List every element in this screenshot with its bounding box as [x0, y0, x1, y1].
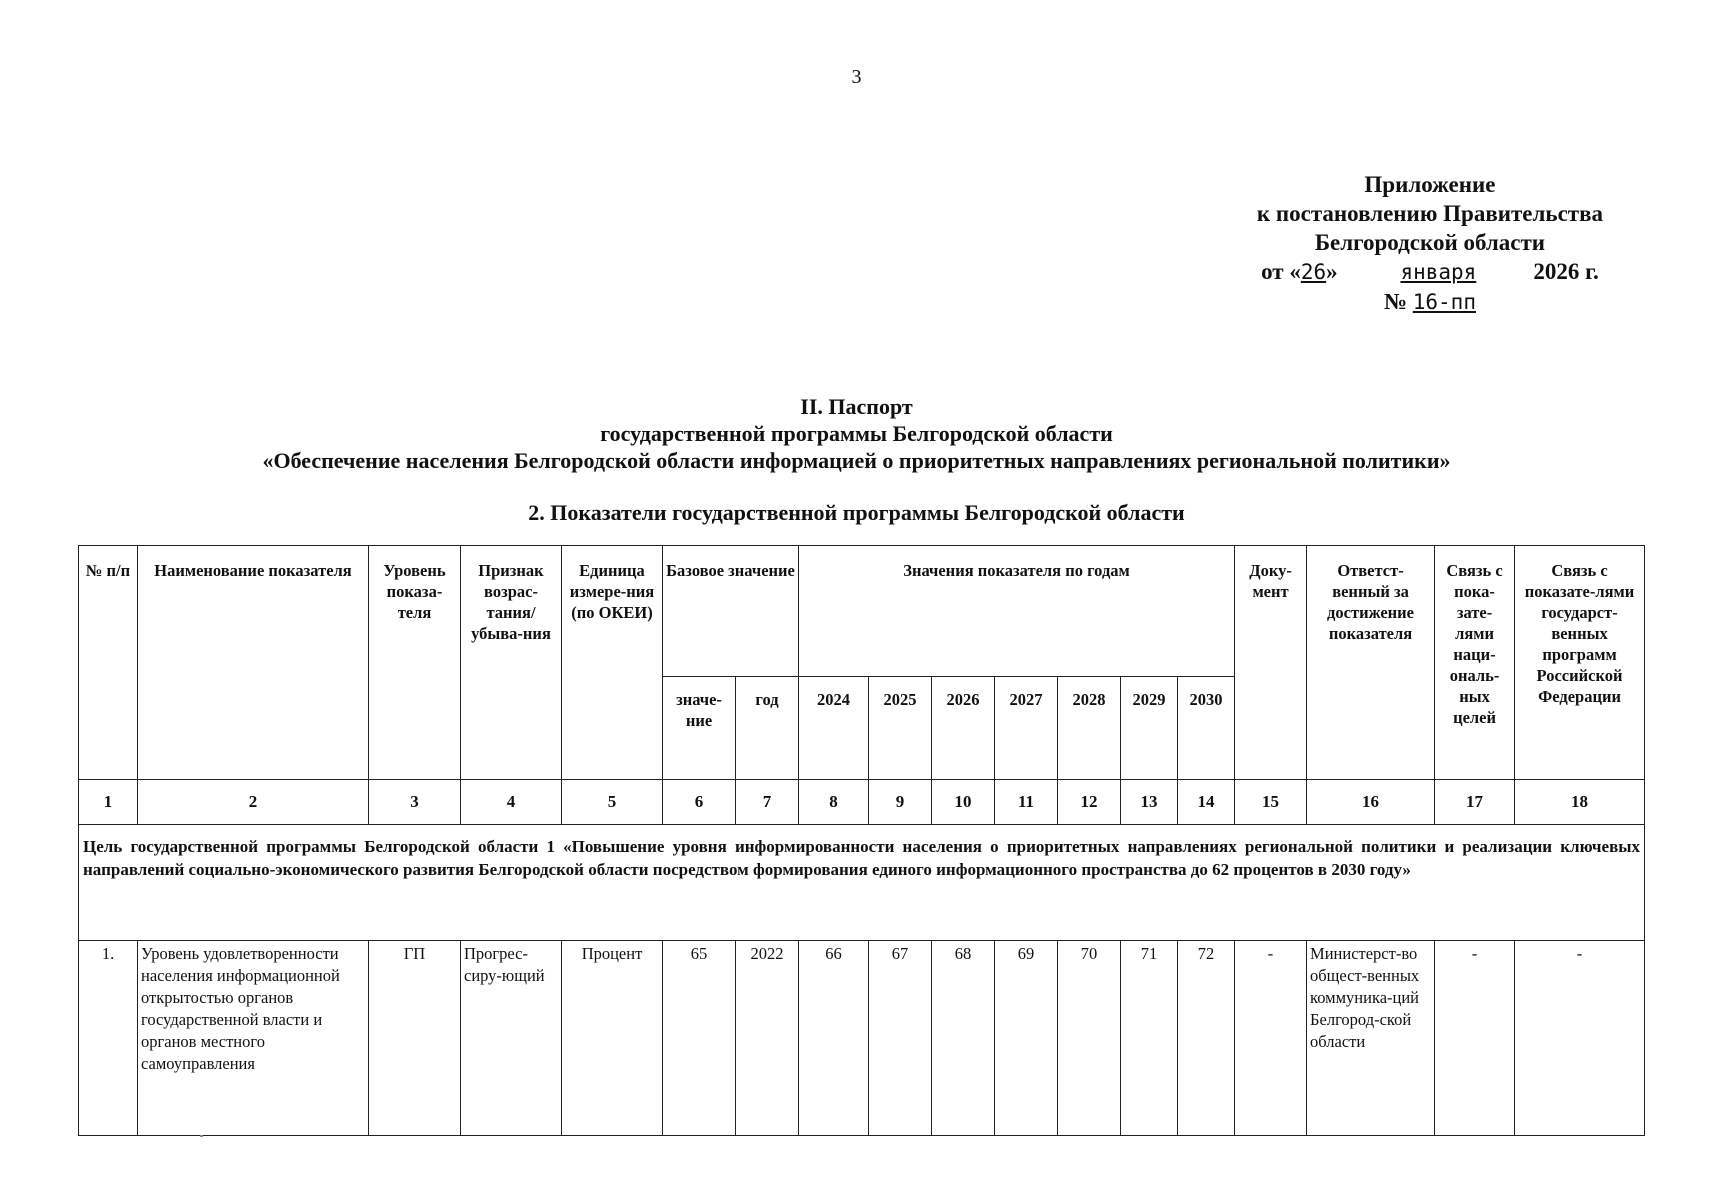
passport-header [0, 393, 1713, 474]
appendix-date [1257, 257, 1603, 287]
header-name: Наименование показателя [138, 546, 369, 780]
date-year: 2026 г. [1533, 259, 1599, 284]
header-year-2030: 2030 [1178, 677, 1235, 780]
header-year-2024: 2024 [799, 677, 869, 780]
column-number: 1 [79, 780, 138, 825]
number-value: 16-пп [1412, 290, 1476, 314]
row-value-2024: 66 [799, 941, 869, 1136]
passport-title: II. Паспорт [800, 394, 913, 419]
header-base: Базовое значение [663, 546, 799, 677]
date-month: января [1400, 260, 1477, 284]
row-document: - [1235, 941, 1307, 1136]
date-day: 26 [1300, 260, 1327, 284]
header-year-2028: 2028 [1058, 677, 1121, 780]
column-number-row [79, 780, 1645, 825]
header-year-2027: 2027 [995, 677, 1058, 780]
goal-text: Цель государственной программы Белгородской области 1 «Повышение уровня информированности населения о приоритетных направлениях региональной политики и реализации ключевых направлений социально-экономического развития Белгородской области посредством формирования единого информационного пространства до 62 процентов в 2030 году» [79, 825, 1645, 941]
row-num: 1. [79, 941, 138, 1136]
column-number: 8 [799, 780, 869, 825]
appendix-region: Белгородской области [1314, 230, 1546, 255]
row-value-2028: 70 [1058, 941, 1121, 1136]
date-mid: » [1326, 259, 1338, 284]
header-level: Уровень показа-теля [369, 546, 461, 780]
row-unit: Процент [562, 941, 663, 1136]
page-number: 3 [851, 66, 862, 88]
row-sign: Прогрес-сиру-ющий [461, 941, 562, 1136]
row-level: ГП [369, 941, 461, 1136]
indicators-table [78, 545, 1645, 1136]
header-year-2025: 2025 [869, 677, 932, 780]
appendix-number [1257, 287, 1603, 317]
header-unit: Единица измере-ния (по ОКЕИ) [562, 546, 663, 780]
row-federal: - [1515, 941, 1645, 1136]
appendix-block [1257, 170, 1603, 317]
header-base-year: год [736, 677, 799, 780]
column-number: 11 [995, 780, 1058, 825]
column-number: 2 [138, 780, 369, 825]
scan-speck [200, 1135, 203, 1137]
row-name: Уровень удовлетворенности населения информационной открытостью органов государственной власти и органов местного самоуправления [138, 941, 369, 1136]
column-number: 13 [1121, 780, 1178, 825]
passport-subtitle: государственной программы Белгородской области [600, 421, 1113, 446]
appendix-title: Приложение [1364, 172, 1496, 197]
header-national: Связь с пока-зате-лями наци-ональ-ных целей [1435, 546, 1515, 780]
row-value-2027: 69 [995, 941, 1058, 1136]
section-title: 2. Показатели государственной программы Белгородской области [528, 500, 1185, 525]
row-base-value: 65 [663, 941, 736, 1136]
header-responsible: Ответст-венный за достижение показателя [1307, 546, 1435, 780]
column-number: 9 [869, 780, 932, 825]
column-number: 14 [1178, 780, 1235, 825]
column-number: 10 [932, 780, 995, 825]
column-number: 4 [461, 780, 562, 825]
column-number: 17 [1435, 780, 1515, 825]
header-year-2029: 2029 [1121, 677, 1178, 780]
column-number: 15 [1235, 780, 1307, 825]
header-year-2026: 2026 [932, 677, 995, 780]
row-value-2025: 67 [869, 941, 932, 1136]
column-number: 6 [663, 780, 736, 825]
column-number: 16 [1307, 780, 1435, 825]
header-num: № п/п [79, 546, 138, 780]
row-value-2026: 68 [932, 941, 995, 1136]
row-value-2029: 71 [1121, 941, 1178, 1136]
row-base-year: 2022 [736, 941, 799, 1136]
row-responsible: Министерст-во общест-венных коммуника-ций Белгород-ской области [1307, 941, 1435, 1136]
header-federal: Связь с показате-лями государст-венных программ Российской Федерации [1515, 546, 1645, 780]
header-sign: Признак возрас-тания/ убыва-ния [461, 546, 562, 780]
header-base-value: значе-ние [663, 677, 736, 780]
header-document: Доку-мент [1235, 546, 1307, 780]
row-value-2030: 72 [1178, 941, 1235, 1136]
header-row-1 [79, 546, 1645, 677]
appendix-resolution: к постановлению Правительства [1256, 201, 1603, 226]
number-prefix: № [1383, 289, 1407, 314]
column-number: 12 [1058, 780, 1121, 825]
table-row [79, 941, 1645, 1136]
row-national: - [1435, 941, 1515, 1136]
column-number: 5 [562, 780, 663, 825]
column-number: 3 [369, 780, 461, 825]
column-number: 18 [1515, 780, 1645, 825]
column-number: 7 [736, 780, 799, 825]
header-years-group: Значения показателя по годам [799, 546, 1235, 677]
date-prefix: от « [1261, 259, 1301, 284]
program-name: «Обеспечение населения Белгородской области информацией о приоритетных направлениях региональной политики» [262, 448, 1451, 473]
goal-row [79, 825, 1645, 941]
